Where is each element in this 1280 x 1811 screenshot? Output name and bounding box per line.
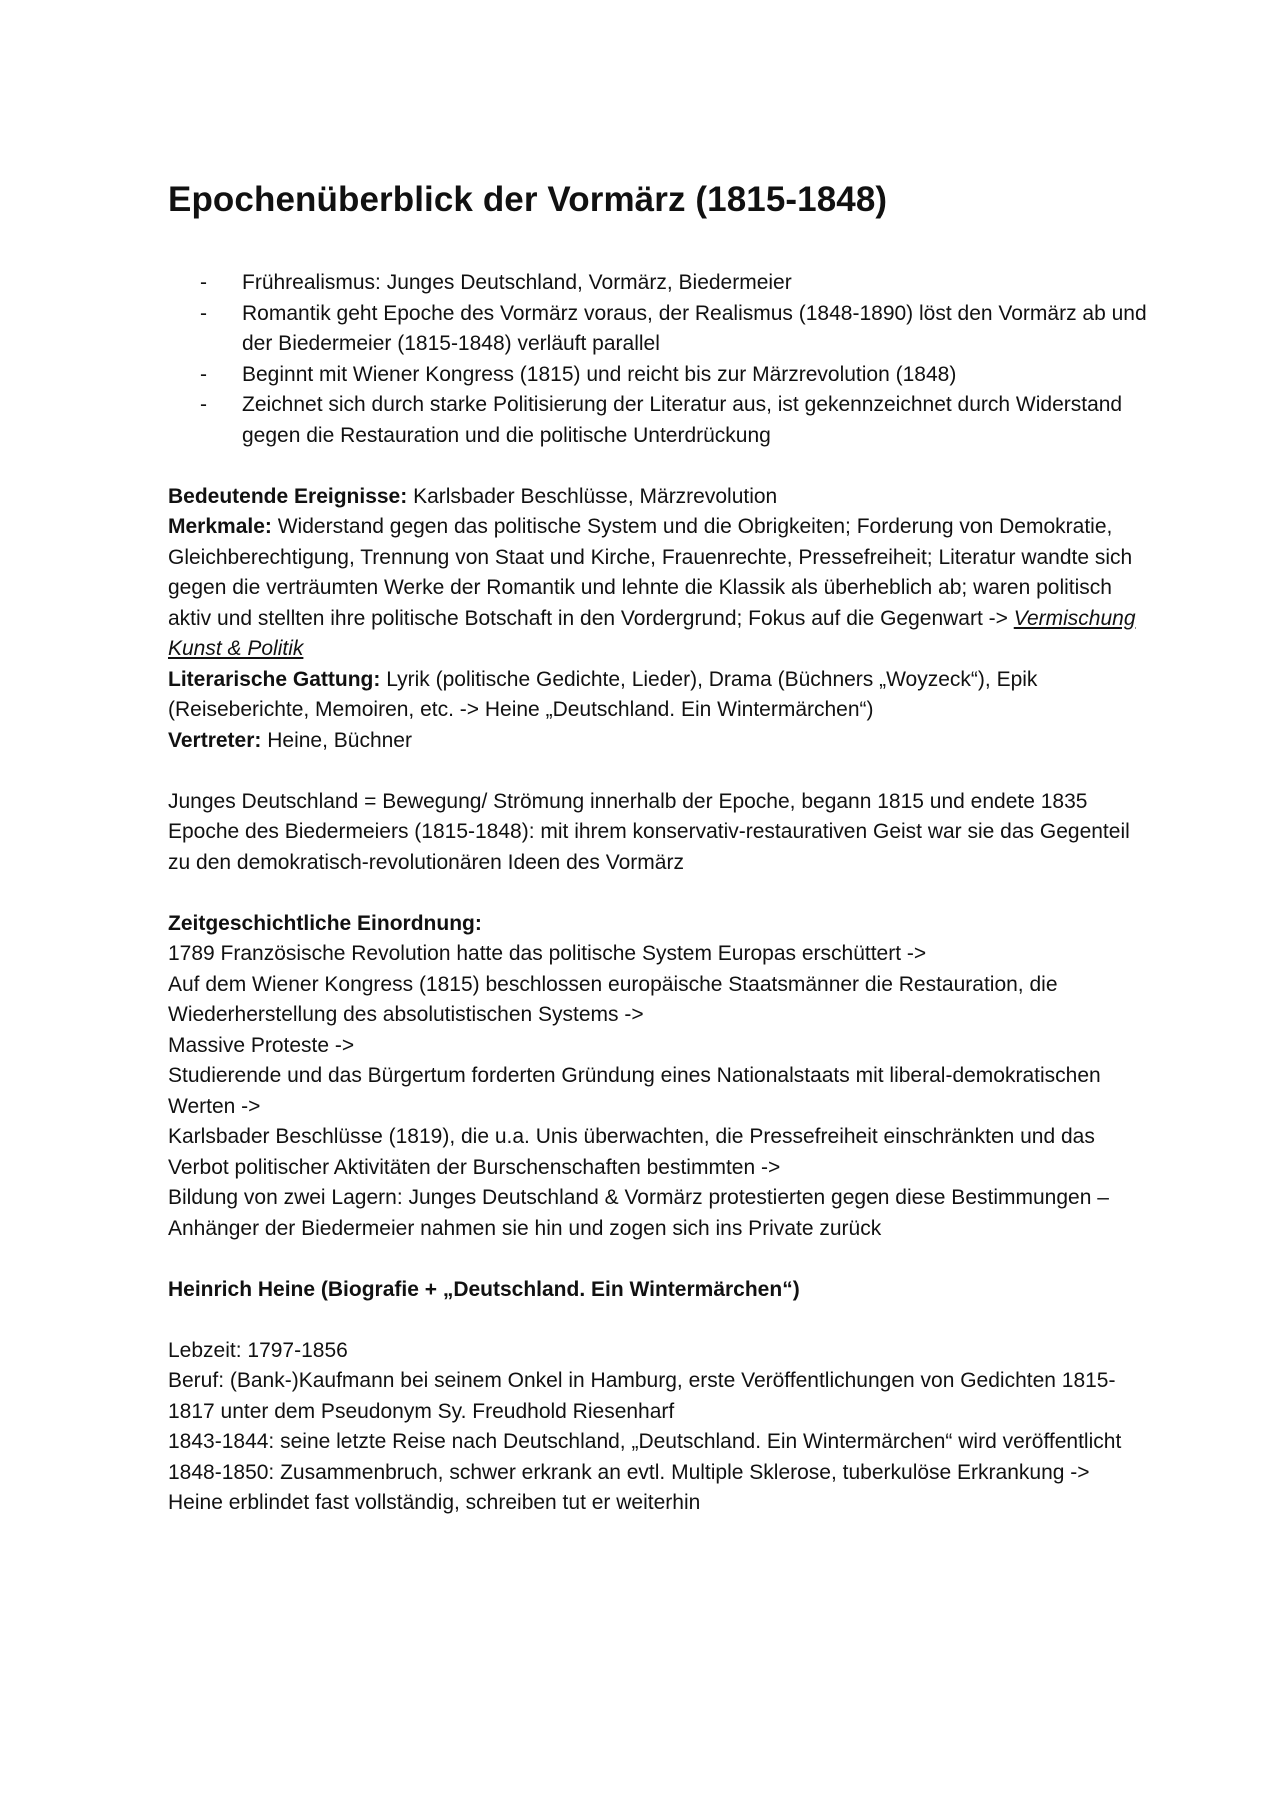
spacer bbox=[168, 1244, 1150, 1275]
gattung-label: Literarische Gattung: bbox=[168, 667, 381, 691]
ereignisse-label: Bedeutende Ereignisse: bbox=[168, 484, 408, 508]
vertreter-label: Vertreter: bbox=[168, 728, 262, 752]
list-item bbox=[168, 360, 1150, 391]
zeitgeschichte-line: Massive Proteste -> bbox=[168, 1033, 355, 1057]
gattung-paragraph bbox=[168, 665, 1150, 726]
heine-line: 1843-1844: seine letzte Reise nach Deutschland, „Deutschland. Ein Wintermärchen“ wird veröffentlicht bbox=[168, 1430, 1122, 1453]
zeitgeschichte-line: Studierende und das Bürgertum forderten Gründung eines Nationalstaats mit liberal-demokratischen Werten -> bbox=[168, 1064, 1101, 1118]
vertreter-text: Heine, Büchner bbox=[261, 728, 412, 752]
merkmale-label: Merkmale: bbox=[168, 515, 272, 538]
spacer bbox=[168, 451, 1150, 482]
list-item bbox=[168, 299, 1150, 360]
zeitgeschichte-line: 1789 Französische Revolution hatte das politische System Europas erschüttert -> bbox=[168, 942, 927, 965]
zeitgeschichte-line: Karlsbader Beschlüsse (1819), die u.a. Unis überwachten, die Pressefreiheit einschränkten und das Verbot politischer Aktivitäten der Burschenschaften bestimmten -> bbox=[168, 1125, 1095, 1179]
spacer bbox=[168, 878, 1150, 909]
bullet-dash: - bbox=[200, 301, 207, 325]
heine-heading: Heinrich Heine (Biografie + „Deutschland. Ein Wintermärchen“) bbox=[168, 1277, 800, 1301]
spacer bbox=[168, 1305, 1150, 1336]
gattung-text: Lyrik (politische Gedichte, Lieder), Drama (Büchners „Woyzeck“), Epik (Reiseberichte, Memoiren, etc. -> Heine „Deutschland. Ein Wintermärchen“) bbox=[168, 667, 1038, 721]
bullet-text: Zeichnet sich durch starke Politisierung der Literatur aus, ist gekennzeichnet durch Widerstand gegen die Restauration und die politische Unterdrückung bbox=[242, 393, 1123, 447]
heine-line: Beruf: (Bank-)Kaufmann bei seinem Onkel in Hamburg, erste Veröffentlichungen von Gedichten 1815-1817 unter dem Pseudonym Sy. Freudhold Riesenharf bbox=[168, 1369, 1116, 1423]
biedermeier-paragraph: Epoche des Biedermeiers (1815-1848): mit ihrem konservativ-restaurativen Geist war sie das Gegenteil zu den demokratisch-revolutionären Ideen des Vormärz bbox=[168, 820, 1130, 874]
bullet-dash: - bbox=[200, 393, 207, 416]
bullet-dash: - bbox=[200, 362, 207, 386]
merkmale-paragraph bbox=[168, 512, 1150, 665]
bullet-text: Beginnt mit Wiener Kongress (1815) und reicht bis zur Märzrevolution (1848) bbox=[242, 362, 957, 386]
intro-bullet-list bbox=[168, 268, 1150, 451]
junges-deutschland-paragraph: Junges Deutschland = Bewegung/ Strömung innerhalb der Epoche, begann 1815 und endete 1835 bbox=[168, 789, 1088, 813]
heine-line: Lebzeit: 1797-1856 bbox=[168, 1338, 348, 1362]
zeitgeschichte-heading: Zeitgeschichtliche Einordnung: bbox=[168, 911, 482, 935]
zeitgeschichte-line: Auf dem Wiener Kongress (1815) beschlossen europäische Staatsmänner die Restauration, die Wiederherstellung des absolutistischen Systems -> bbox=[168, 972, 1058, 1026]
vertreter-paragraph bbox=[168, 726, 1150, 757]
merkmale-text: Widerstand gegen das politische System und die Obrigkeiten; Forderung von Demokratie, Gleichberechtigung, Trennung von Staat und Kirche, Frauenrechte, Pressefreiheit; Literatur wandte sich gegen die verträumten Werke der Romantik und lehnte die Klassik als überheblich ab; waren politisch aktiv und stellten ihre politische Botschaft in den Vordergrund; Fokus auf die Gegenwart -> bbox=[168, 515, 1133, 630]
bullet-dash: - bbox=[200, 271, 207, 294]
list-item bbox=[168, 390, 1150, 451]
ereignisse-paragraph bbox=[168, 482, 1150, 513]
bullet-text: Romantik geht Epoche des Vormärz voraus, der Realismus (1848-1890) löst den Vormärz ab und der Biedermeier (1815-1848) verläuft parallel bbox=[242, 301, 1147, 355]
page-title: Epochenüberblick der Vormärz (1815-1848) bbox=[168, 180, 888, 219]
spacer bbox=[168, 756, 1150, 787]
zeitgeschichte-line: Bildung von zwei Lagern: Junges Deutschland & Vormärz protestierten gegen diese Bestimmungen – Anhänger der Biedermeier nahmen sie hin und zogen sich ins Private zurück bbox=[168, 1186, 1109, 1240]
bullet-text: Frührealismus: Junges Deutschland, Vormärz, Biedermeier bbox=[242, 271, 792, 294]
ereignisse-text: Karlsbader Beschlüsse, Märzrevolution bbox=[407, 484, 778, 508]
merkmale-emphasis: Vermischung Kunst & Politik bbox=[168, 606, 1136, 660]
list-item bbox=[168, 268, 1150, 299]
heine-line: 1848-1850: Zusammenbruch, schwer erkrank an evtl. Multiple Sklerose, tuberkulöse Erkrankung -> Heine erblindet fast vollständig, schreiben tut er weiterhin bbox=[168, 1460, 1090, 1514]
